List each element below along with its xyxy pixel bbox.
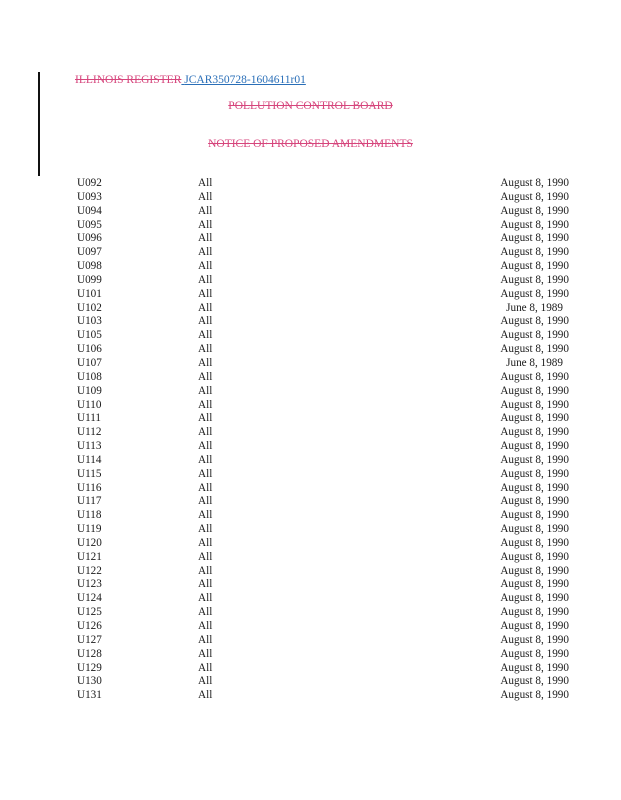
waste-code: U125 bbox=[77, 606, 102, 619]
effective-date: August 8, 1990 bbox=[500, 509, 569, 522]
register-title-deleted: ILLINOIS REGISTER bbox=[75, 74, 182, 86]
waste-code: U097 bbox=[77, 246, 102, 259]
table-row bbox=[0, 412, 621, 426]
waste-code: U106 bbox=[77, 343, 102, 356]
effective-date: August 8, 1990 bbox=[500, 315, 569, 328]
applicability: All bbox=[198, 592, 213, 605]
applicability: All bbox=[198, 661, 213, 674]
effective-date: August 8, 1990 bbox=[500, 578, 569, 591]
register-header bbox=[75, 73, 306, 87]
table-row bbox=[0, 232, 621, 246]
waste-code: U111 bbox=[77, 412, 102, 425]
effective-date: August 8, 1990 bbox=[500, 246, 569, 259]
table-row bbox=[0, 371, 621, 385]
effective-date: August 8, 1990 bbox=[500, 661, 569, 674]
waste-code: U116 bbox=[77, 481, 102, 494]
applicability: All bbox=[198, 343, 213, 356]
table-row bbox=[0, 551, 621, 565]
table-row bbox=[0, 274, 621, 288]
table-row bbox=[0, 565, 621, 579]
applicability: All bbox=[198, 204, 213, 217]
effective-date: August 8, 1990 bbox=[500, 287, 569, 300]
applicability: All bbox=[198, 675, 213, 688]
effective-date: August 8, 1990 bbox=[500, 412, 569, 425]
effective-date: August 8, 1990 bbox=[500, 689, 569, 702]
table-row bbox=[0, 509, 621, 523]
applicability: All bbox=[198, 370, 213, 383]
effective-date: August 8, 1990 bbox=[500, 481, 569, 494]
waste-code: U120 bbox=[77, 536, 102, 549]
waste-code: U110 bbox=[77, 398, 102, 411]
effective-date: August 8, 1990 bbox=[500, 384, 569, 397]
applicability: All bbox=[198, 467, 213, 480]
effective-date: August 8, 1990 bbox=[500, 536, 569, 549]
effective-date: August 8, 1990 bbox=[500, 523, 569, 536]
waste-code: U123 bbox=[77, 578, 102, 591]
waste-code: U094 bbox=[77, 204, 102, 217]
table-row bbox=[0, 357, 621, 371]
table-row bbox=[0, 315, 621, 329]
applicability: All bbox=[198, 606, 213, 619]
effective-date: August 8, 1990 bbox=[500, 398, 569, 411]
applicability: All bbox=[198, 633, 213, 646]
effective-date: June 8, 1989 bbox=[506, 301, 563, 314]
applicability: All bbox=[198, 232, 213, 245]
applicability: All bbox=[198, 301, 213, 314]
waste-code: U121 bbox=[77, 550, 102, 563]
waste-code: U126 bbox=[77, 620, 102, 632]
table-row bbox=[0, 495, 621, 509]
waste-code: U127 bbox=[77, 633, 102, 646]
effective-date: August 8, 1990 bbox=[500, 426, 569, 439]
applicability: All bbox=[198, 647, 213, 660]
waste-code: U118 bbox=[77, 509, 102, 522]
table-row bbox=[0, 205, 621, 219]
effective-date: August 8, 1990 bbox=[500, 370, 569, 383]
applicability: All bbox=[198, 287, 213, 300]
effective-date: August 8, 1990 bbox=[500, 633, 569, 646]
waste-code: U099 bbox=[77, 273, 102, 286]
effective-date: August 8, 1990 bbox=[500, 550, 569, 563]
table-row bbox=[0, 191, 621, 205]
applicability: All bbox=[198, 578, 213, 591]
effective-date: August 8, 1990 bbox=[500, 592, 569, 605]
effective-date: August 8, 1990 bbox=[500, 647, 569, 660]
table-row bbox=[0, 662, 621, 676]
table-row bbox=[0, 302, 621, 316]
waste-code: U113 bbox=[77, 440, 102, 453]
effective-date: August 8, 1990 bbox=[500, 204, 569, 217]
effective-date: August 8, 1990 bbox=[500, 232, 569, 245]
notice-title: NOTICE OF PROPOSED AMENDMENTS bbox=[208, 138, 413, 150]
effective-date: June 8, 1989 bbox=[506, 356, 563, 369]
applicability: All bbox=[198, 550, 213, 563]
applicability: All bbox=[198, 356, 213, 369]
waste-code: U103 bbox=[77, 315, 102, 328]
waste-code: U108 bbox=[77, 370, 102, 383]
applicability: All bbox=[198, 329, 213, 342]
applicability: All bbox=[198, 412, 213, 425]
table-row bbox=[0, 648, 621, 662]
waste-code: U112 bbox=[77, 426, 102, 439]
applicability: All bbox=[198, 426, 213, 439]
effective-date: August 8, 1990 bbox=[500, 190, 569, 203]
effective-date: August 8, 1990 bbox=[500, 329, 569, 342]
waste-code: U093 bbox=[77, 190, 102, 203]
board-title: POLLUTION CONTROL BOARD bbox=[228, 100, 393, 112]
table-row bbox=[0, 440, 621, 454]
effective-date: August 8, 1990 bbox=[500, 675, 569, 688]
table-row bbox=[0, 260, 621, 274]
applicability: All bbox=[198, 273, 213, 286]
applicability: All bbox=[198, 689, 213, 702]
table-row bbox=[0, 399, 621, 413]
applicability: All bbox=[198, 509, 213, 522]
table-row bbox=[0, 246, 621, 260]
table-row bbox=[0, 482, 621, 496]
table-row bbox=[0, 329, 621, 343]
waste-code: U095 bbox=[77, 218, 102, 231]
table-row bbox=[0, 426, 621, 440]
table-row bbox=[0, 385, 621, 399]
waste-code: U105 bbox=[77, 329, 102, 342]
effective-date: August 8, 1990 bbox=[500, 273, 569, 286]
effective-date: August 8, 1990 bbox=[500, 495, 569, 508]
applicability: All bbox=[198, 495, 213, 508]
table-row bbox=[0, 592, 621, 606]
table-row bbox=[0, 454, 621, 468]
applicability: All bbox=[198, 620, 213, 632]
table-row bbox=[0, 288, 621, 302]
effective-date: August 8, 1990 bbox=[500, 343, 569, 356]
waste-code: U128 bbox=[77, 647, 102, 660]
effective-date: August 8, 1990 bbox=[500, 620, 569, 632]
applicability: All bbox=[198, 440, 213, 453]
waste-code: U092 bbox=[77, 177, 102, 189]
board-title-wrap bbox=[0, 99, 621, 113]
table-row bbox=[0, 523, 621, 537]
waste-code: U129 bbox=[77, 661, 102, 674]
applicability: All bbox=[198, 564, 213, 577]
table-row bbox=[0, 177, 621, 191]
waste-code: U119 bbox=[77, 523, 102, 536]
applicability: All bbox=[198, 398, 213, 411]
revision-change-bar bbox=[38, 72, 40, 176]
applicability: All bbox=[198, 536, 213, 549]
effective-date: August 8, 1990 bbox=[500, 260, 569, 273]
register-title-inserted bbox=[181, 74, 305, 86]
applicability: All bbox=[198, 315, 213, 328]
waste-code-table bbox=[0, 177, 621, 703]
applicability: All bbox=[198, 453, 213, 466]
waste-code: U102 bbox=[77, 301, 102, 314]
waste-code: U107 bbox=[77, 356, 102, 369]
table-row bbox=[0, 689, 621, 703]
waste-code: U130 bbox=[77, 675, 102, 688]
table-row bbox=[0, 620, 621, 634]
table-row bbox=[0, 634, 621, 648]
applicability: All bbox=[198, 190, 213, 203]
register-id: JCAR350728-1604611r01 bbox=[184, 74, 306, 86]
waste-code: U117 bbox=[77, 495, 102, 508]
applicability: All bbox=[198, 523, 213, 536]
effective-date: August 8, 1990 bbox=[500, 218, 569, 231]
applicability: All bbox=[198, 260, 213, 273]
table-row bbox=[0, 578, 621, 592]
waste-code: U114 bbox=[77, 453, 102, 466]
effective-date: August 8, 1990 bbox=[500, 440, 569, 453]
waste-code: U101 bbox=[77, 287, 102, 300]
waste-code: U131 bbox=[77, 689, 102, 702]
table-row bbox=[0, 468, 621, 482]
waste-code: U098 bbox=[77, 260, 102, 273]
effective-date: August 8, 1990 bbox=[500, 467, 569, 480]
waste-code: U109 bbox=[77, 384, 102, 397]
notice-title-wrap bbox=[0, 137, 621, 151]
waste-code: U124 bbox=[77, 592, 102, 605]
applicability: All bbox=[198, 177, 213, 189]
effective-date: August 8, 1990 bbox=[500, 453, 569, 466]
applicability: All bbox=[198, 481, 213, 494]
applicability: All bbox=[198, 384, 213, 397]
table-row bbox=[0, 675, 621, 689]
waste-code: U115 bbox=[77, 467, 102, 480]
waste-code: U122 bbox=[77, 564, 102, 577]
table-row bbox=[0, 343, 621, 357]
effective-date: August 8, 1990 bbox=[500, 606, 569, 619]
effective-date: August 8, 1990 bbox=[500, 564, 569, 577]
effective-date: August 8, 1990 bbox=[500, 177, 569, 189]
applicability: All bbox=[198, 246, 213, 259]
applicability: All bbox=[198, 218, 213, 231]
waste-code: U096 bbox=[77, 232, 102, 245]
table-row bbox=[0, 606, 621, 620]
table-row bbox=[0, 537, 621, 551]
table-row bbox=[0, 219, 621, 233]
